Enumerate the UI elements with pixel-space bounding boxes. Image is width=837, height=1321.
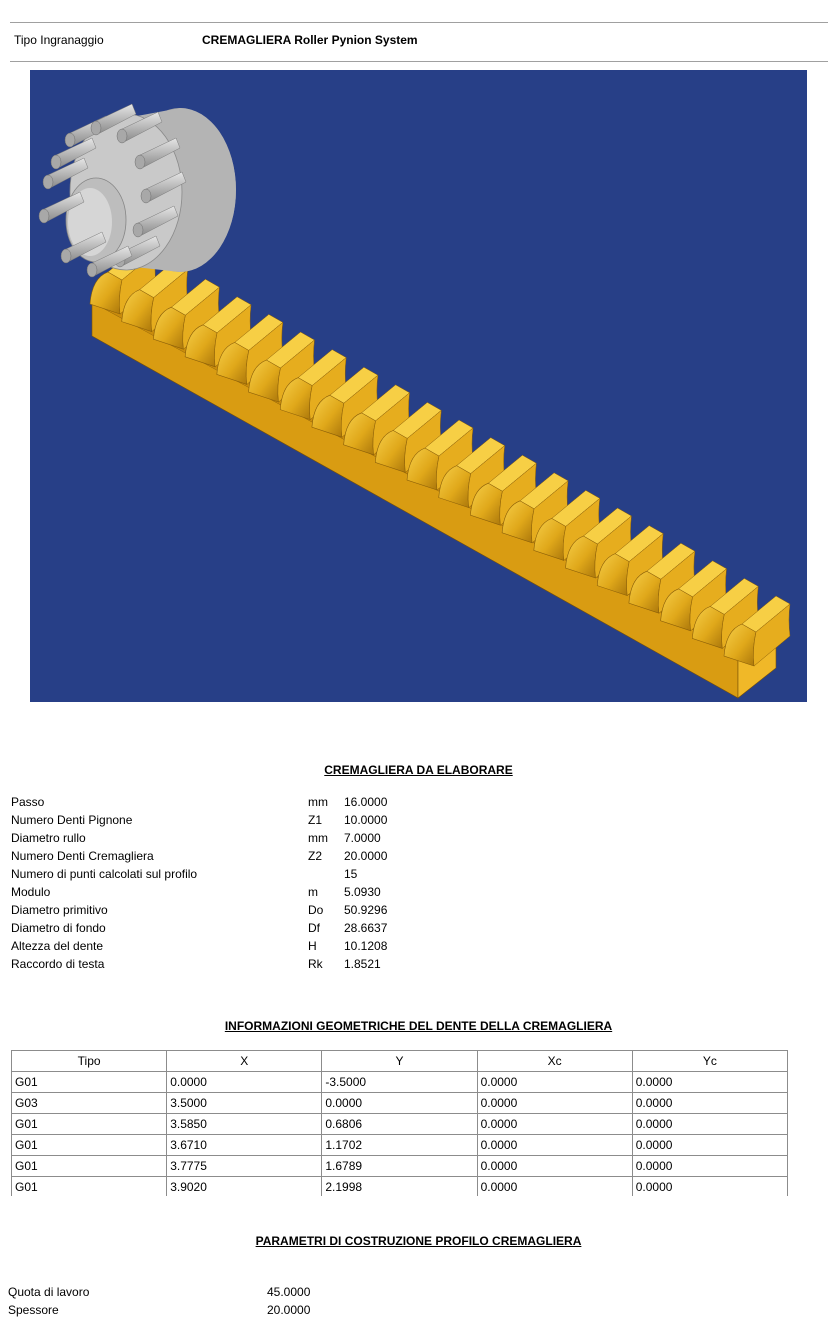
geometry-table	[11, 1050, 788, 1196]
geometry-cell: G03	[12, 1093, 167, 1114]
rack-param-value: 10.0000	[344, 813, 388, 827]
geometry-column-header: Y	[322, 1051, 477, 1072]
geometry-cell: 0.0000	[477, 1156, 632, 1177]
rack-param-label: Numero Denti Cremagliera	[11, 849, 154, 863]
rack-param-value: 50.9296	[344, 903, 388, 917]
rack-param-label: Altezza del dente	[11, 939, 104, 953]
rack-param-label: Passo	[11, 795, 45, 809]
geometry-column-header: X	[167, 1051, 322, 1072]
geometry-table-scroll[interactable]	[11, 1050, 788, 1196]
geometry-cell: 3.5000	[167, 1093, 322, 1114]
geometry-cell: 0.0000	[632, 1093, 787, 1114]
geometry-cell: 0.0000	[632, 1177, 787, 1197]
geometry-cell: G01	[12, 1156, 167, 1177]
table-row	[12, 1177, 788, 1197]
table-row	[12, 1135, 788, 1156]
geometry-cell: 3.6710	[167, 1135, 322, 1156]
header-top-divider	[10, 22, 828, 23]
rack-param-symbol: Z2	[308, 849, 323, 863]
geometry-cell: G01	[12, 1135, 167, 1156]
geometry-cell: 0.0000	[477, 1177, 632, 1197]
geometry-cell: 3.7775	[167, 1156, 322, 1177]
geometry-cell: 1.6789	[322, 1156, 477, 1177]
rack-3d-viewport[interactable]	[30, 70, 807, 702]
rack-param-label: Diametro di fondo	[11, 921, 106, 935]
geometry-cell: 0.0000	[632, 1135, 787, 1156]
geometry-cell: 0.0000	[477, 1093, 632, 1114]
geometry-cell: 2.1998	[322, 1177, 477, 1197]
header-bottom-divider	[10, 61, 828, 62]
table-row	[12, 1114, 788, 1135]
table-row	[12, 1093, 788, 1114]
geometry-cell: 0.0000	[322, 1093, 477, 1114]
geometry-cell: 0.0000	[167, 1072, 322, 1093]
geometry-cell: 0.0000	[477, 1072, 632, 1093]
rack-param-label: Diametro rullo	[11, 831, 86, 845]
geometry-cell: 0.0000	[632, 1156, 787, 1177]
rack-param-value: 10.1208	[344, 939, 388, 953]
rack-param-label: Diametro primitivo	[11, 903, 108, 917]
geometry-cell: 0.0000	[632, 1072, 787, 1093]
geometry-cell: 0.0000	[632, 1114, 787, 1135]
geometry-cell: 0.0000	[477, 1114, 632, 1135]
table-row	[12, 1156, 788, 1177]
rack-param-value: 1.8521	[344, 957, 381, 971]
geometry-cell: -3.5000	[322, 1072, 477, 1093]
geometry-cell: 3.5850	[167, 1114, 322, 1135]
geometry-cell: G01	[12, 1177, 167, 1197]
geometry-column-header: Tipo	[12, 1051, 167, 1072]
rack-param-value: 20.0000	[344, 849, 388, 863]
rack-param-symbol: H	[308, 939, 317, 953]
rack-param-symbol: Rk	[308, 957, 323, 971]
geometry-column-header: Xc	[477, 1051, 632, 1072]
rack-param-symbol: Df	[308, 921, 320, 935]
construction-param-label: Spessore	[8, 1303, 59, 1317]
geometry-cell: 0.6806	[322, 1114, 477, 1135]
rack-param-symbol: m	[308, 885, 318, 899]
gear-type-label: Tipo Ingranaggio	[14, 33, 104, 47]
rack-param-value: 7.0000	[344, 831, 381, 845]
rack-param-value: 15	[344, 867, 358, 881]
rack-param-symbol: Z1	[308, 813, 323, 827]
rack-pinion-render	[30, 70, 807, 702]
gear-type-value: CREMAGLIERA Roller Pynion System	[202, 33, 418, 47]
geometry-table-header	[12, 1051, 788, 1072]
geometry-cell: G01	[12, 1114, 167, 1135]
rack-front-face	[92, 302, 738, 698]
rack-param-label: Numero Denti Pignone	[11, 813, 133, 827]
rack-param-symbol: mm	[308, 795, 328, 809]
construction-param-value: 45.0000	[267, 1285, 311, 1299]
rack-body	[90, 244, 790, 698]
geometry-cell: 1.1702	[322, 1135, 477, 1156]
rack-param-value: 16.0000	[344, 795, 388, 809]
rack-param-symbol: mm	[308, 831, 328, 845]
pinion-body	[39, 104, 236, 277]
table-row	[12, 1072, 788, 1093]
rack-param-label: Modulo	[11, 885, 51, 899]
geometry-cell: G01	[12, 1072, 167, 1093]
rack-param-label: Raccordo di testa	[11, 957, 105, 971]
geometry-cell: 3.9020	[167, 1177, 322, 1197]
construction-param-label: Quota di lavoro	[8, 1285, 90, 1299]
geometry-cell: 0.0000	[477, 1135, 632, 1156]
rack-param-value: 5.0930	[344, 885, 381, 899]
rack-param-label: Numero di punti calcolati sul profilo	[11, 867, 198, 881]
rack-param-symbol: Do	[308, 903, 324, 917]
geometry-column-header: Yc	[632, 1051, 787, 1072]
geometry-section-title: INFORMAZIONI GEOMETRICHE DEL DENTE DELLA CREMAGLIERA	[224, 1019, 613, 1033]
construction-param-value: 20.0000	[267, 1303, 311, 1317]
rack-param-value: 28.6637	[344, 921, 388, 935]
rack-section-title: CREMAGLIERA DA ELABORARE	[324, 763, 513, 777]
construction-section-title: PARAMETRI DI COSTRUZIONE PROFILO CREMAGLIERA	[255, 1234, 582, 1248]
